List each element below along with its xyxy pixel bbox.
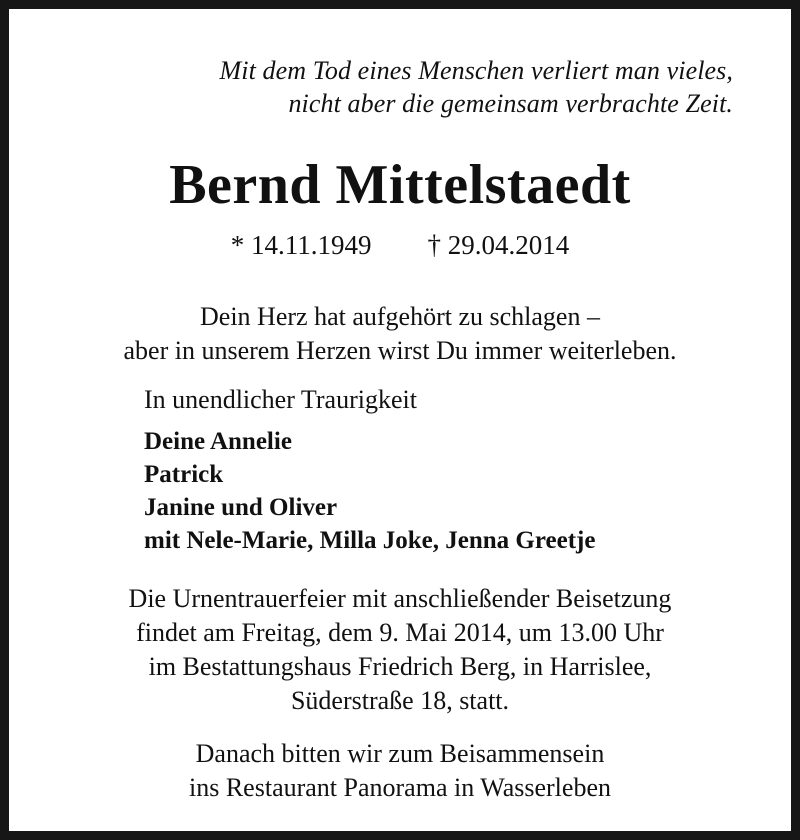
service-line-1: Die Urnentrauerfeier mit anschließender Beisetzung — [128, 584, 672, 613]
life-dates — [9, 229, 791, 261]
motto-line-2: nicht aber die gemeinsam verbrachte Zeit. — [288, 89, 733, 118]
deceased-name: Bernd Mittelstaedt — [169, 154, 631, 216]
service-line-4: Süderstraße 18, statt. — [290, 686, 510, 715]
verse-line-1: Dein Herz hat aufgehört zu schlagen – — [200, 302, 600, 331]
mourner-name: Deine Annelie — [144, 428, 292, 455]
mourners-intro: In unendlicher Traurigkeit — [144, 385, 417, 414]
motto-line-1: Mit dem Tod eines Menschen verliert man vieles, — [219, 56, 733, 85]
mourner-name: mit Nele-Marie, Milla Joke, Jenna Greetje — [144, 527, 596, 554]
afterwards-line-2: ins Restaurant Panorama in Wasserleben — [189, 773, 611, 802]
birth-date: * 14.11.1949 — [230, 230, 372, 260]
mourner-name: Patrick — [144, 461, 224, 488]
mourner-name: Janine und Oliver — [144, 494, 338, 521]
service-line-3: im Bestattungshaus Friedrich Berg, in Harrislee, — [148, 652, 652, 681]
service-line-2: findet am Freitag, dem 9. Mai 2014, um 13.00 Uhr — [136, 618, 664, 647]
death-date: † 29.04.2014 — [427, 230, 570, 260]
verse-line-2: aber in unserem Herzen wirst Du immer weiterleben. — [123, 336, 677, 365]
afterwards-line-1: Danach bitten wir zum Beisammensein — [195, 739, 605, 768]
